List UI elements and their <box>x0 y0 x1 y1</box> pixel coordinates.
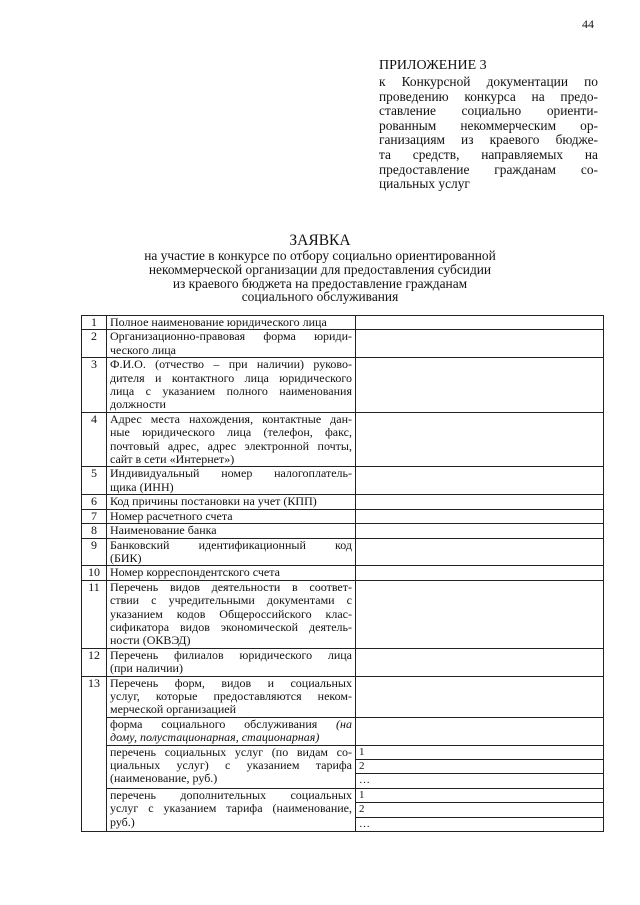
field-label-line: ческого лица <box>110 342 176 357</box>
service-entry[interactable]: … <box>356 817 604 831</box>
field-label-line: дителя и контактного лица юридического <box>110 370 352 385</box>
row-number: 8 <box>82 524 107 538</box>
table-row <box>82 566 604 580</box>
page-number: 44 <box>582 17 594 31</box>
field-value[interactable] <box>356 566 604 580</box>
field-label <box>107 524 356 538</box>
row-number: 1 <box>82 316 107 330</box>
application-title: ЗАЯВКА <box>289 232 351 249</box>
service-entry[interactable]: … <box>356 774 604 788</box>
appendix-line: ганизациям из краевого бюдже- <box>379 132 598 148</box>
table-row <box>82 676 604 717</box>
field-value[interactable] <box>356 467 604 495</box>
field-label <box>107 538 356 566</box>
field-label-line: Перечень видов деятельности в соответ- <box>110 579 352 594</box>
row-number: 12 <box>82 648 107 676</box>
field-label-line: ствии с учредительными документами с <box>110 593 352 608</box>
field-label-line: (при наличии) <box>110 661 183 676</box>
field-label-line: ные юридического лица (телефон, факс, <box>110 425 352 440</box>
heading-line: на участие в конкурсе по отбору социально ориентированной <box>144 248 496 263</box>
field-label-line: ности (ОКВЭД) <box>110 633 191 648</box>
field-label-line: услуг с указанием тарифа (наименование, <box>110 801 352 816</box>
field-label-line: Номер расчетного счета <box>110 508 233 523</box>
appendix-line: проведению конкурса на предо- <box>379 88 598 104</box>
field-label-line: (БИК) <box>110 550 142 565</box>
row-number: 4 <box>82 412 107 467</box>
service-form-text: форма социального обслуживания <box>110 716 318 731</box>
service-form-label <box>107 717 356 745</box>
table-row <box>82 788 604 802</box>
field-label-line: услуг, которые предоставляются неком- <box>110 688 352 703</box>
service-entry[interactable]: 2 <box>356 803 604 817</box>
table-row <box>82 509 604 523</box>
table-row <box>82 330 604 358</box>
field-label-line: Индивидуальный номер налогоплатель- <box>110 466 352 481</box>
heading-line: из краевого бюджета на предоставление гражданам <box>172 275 468 291</box>
field-label-line: руб.) <box>110 814 135 829</box>
field-label-line <box>110 718 352 731</box>
field-label <box>107 566 356 580</box>
table-row <box>82 717 604 745</box>
table-row <box>82 648 604 676</box>
table-row <box>82 412 604 467</box>
field-label-line: (наименование, руб.) <box>110 771 218 786</box>
table-row <box>82 524 604 538</box>
row-number: 11 <box>82 580 107 648</box>
field-value[interactable] <box>356 538 604 566</box>
field-label <box>107 676 356 717</box>
service-entry[interactable]: 1 <box>356 745 604 759</box>
table-row <box>82 316 604 330</box>
appendix-line: циальных услуг <box>379 176 470 192</box>
application-form-table <box>81 315 604 832</box>
row-number: 10 <box>82 566 107 580</box>
appendix-text <box>379 75 598 192</box>
field-label-line: указанием кодов Общероссийского клас- <box>110 606 352 621</box>
row-number: 5 <box>82 467 107 495</box>
field-value[interactable] <box>356 412 604 467</box>
field-label <box>107 316 356 330</box>
heading-line: некоммерческой организации для предоставления субсидии <box>148 261 492 277</box>
service-entry[interactable]: 1 <box>356 788 604 802</box>
field-label-line: Перечень форм, видов и социальных <box>110 675 352 690</box>
field-label-line: перечень социальных услуг (по видам со- <box>110 744 352 759</box>
row-number: 2 <box>82 330 107 358</box>
extra-services-label <box>107 788 356 831</box>
field-label <box>107 467 356 495</box>
field-label-line: Ф.И.О. (отчество – при наличии) руково- <box>110 357 352 372</box>
field-label <box>107 580 356 648</box>
appendix-title: ПРИЛОЖЕНИЕ 3 <box>379 58 487 73</box>
row-number: 13 <box>82 676 107 831</box>
field-value[interactable] <box>356 509 604 523</box>
heading-line: социального обслуживания <box>241 289 399 305</box>
appendix-line: ставление социально ориенти- <box>379 103 598 119</box>
field-value[interactable] <box>356 676 604 717</box>
field-label-line: Полное наименование юридического лица <box>110 315 327 329</box>
field-value[interactable] <box>356 524 604 538</box>
appendix-block <box>379 58 598 192</box>
row-number: 7 <box>82 509 107 523</box>
field-value[interactable] <box>356 316 604 330</box>
field-value[interactable] <box>356 717 604 745</box>
table-row <box>82 538 604 566</box>
field-label-line: сификатора видов экономической деятель- <box>110 619 352 634</box>
appendix-line: к Конкурсной документации по <box>379 74 598 89</box>
field-label <box>107 358 356 413</box>
row-number: 6 <box>82 495 107 509</box>
appendix-line: рованным некоммерческим ор- <box>379 117 598 133</box>
field-label-line: должности <box>110 397 166 412</box>
application-heading <box>0 232 640 304</box>
field-value[interactable] <box>356 580 604 648</box>
field-value[interactable] <box>356 358 604 413</box>
field-label-line: перечень дополнительных социальных <box>110 787 352 802</box>
social-services-label <box>107 745 356 788</box>
field-label <box>107 412 356 467</box>
field-label-line: циальных услуг) с указанием тарифа <box>110 758 352 772</box>
appendix-line: предоставление гражданам со- <box>379 161 598 177</box>
field-value[interactable] <box>356 330 604 358</box>
service-form-hint: дому, полустационарная, стационарная) <box>110 730 320 745</box>
field-label-line: Адрес места нахождения, контактные дан- <box>110 411 352 426</box>
field-label-line: Перечень филиалов юридического лица <box>110 647 352 662</box>
row-number: 9 <box>82 538 107 566</box>
table-row <box>82 467 604 495</box>
field-label-line: Банковский идентификационный код <box>110 537 352 552</box>
field-label <box>107 495 356 509</box>
field-value[interactable] <box>356 495 604 509</box>
field-label <box>107 648 356 676</box>
field-label-line: щика (ИНН) <box>110 479 174 494</box>
table-row <box>82 580 604 648</box>
field-label-line: мерческой организацией <box>110 702 236 717</box>
service-entry[interactable]: 2 <box>356 760 604 774</box>
field-value[interactable] <box>356 648 604 676</box>
field-label-line: Организационно-правовая форма юриди- <box>110 329 352 344</box>
field-label <box>107 509 356 523</box>
field-label-line: Код причины постановки на учет (КПП) <box>110 494 317 509</box>
table-row <box>82 358 604 413</box>
table-row <box>82 495 604 509</box>
field-label-line: Номер корреспондентского счета <box>110 565 280 580</box>
field-label-line: почтовый адрес, адрес электронной почты, <box>110 438 352 453</box>
table-row <box>82 745 604 759</box>
service-form-hint: (на <box>336 716 352 731</box>
field-label-line: Наименование банка <box>110 523 217 538</box>
field-label <box>107 330 356 358</box>
field-label-line: сайт в сети «Интернет») <box>110 452 235 467</box>
field-label-line: лица с указанием полного наименования <box>110 384 352 399</box>
row-number: 3 <box>82 358 107 413</box>
appendix-line: та средств, направляемых на <box>379 146 598 162</box>
